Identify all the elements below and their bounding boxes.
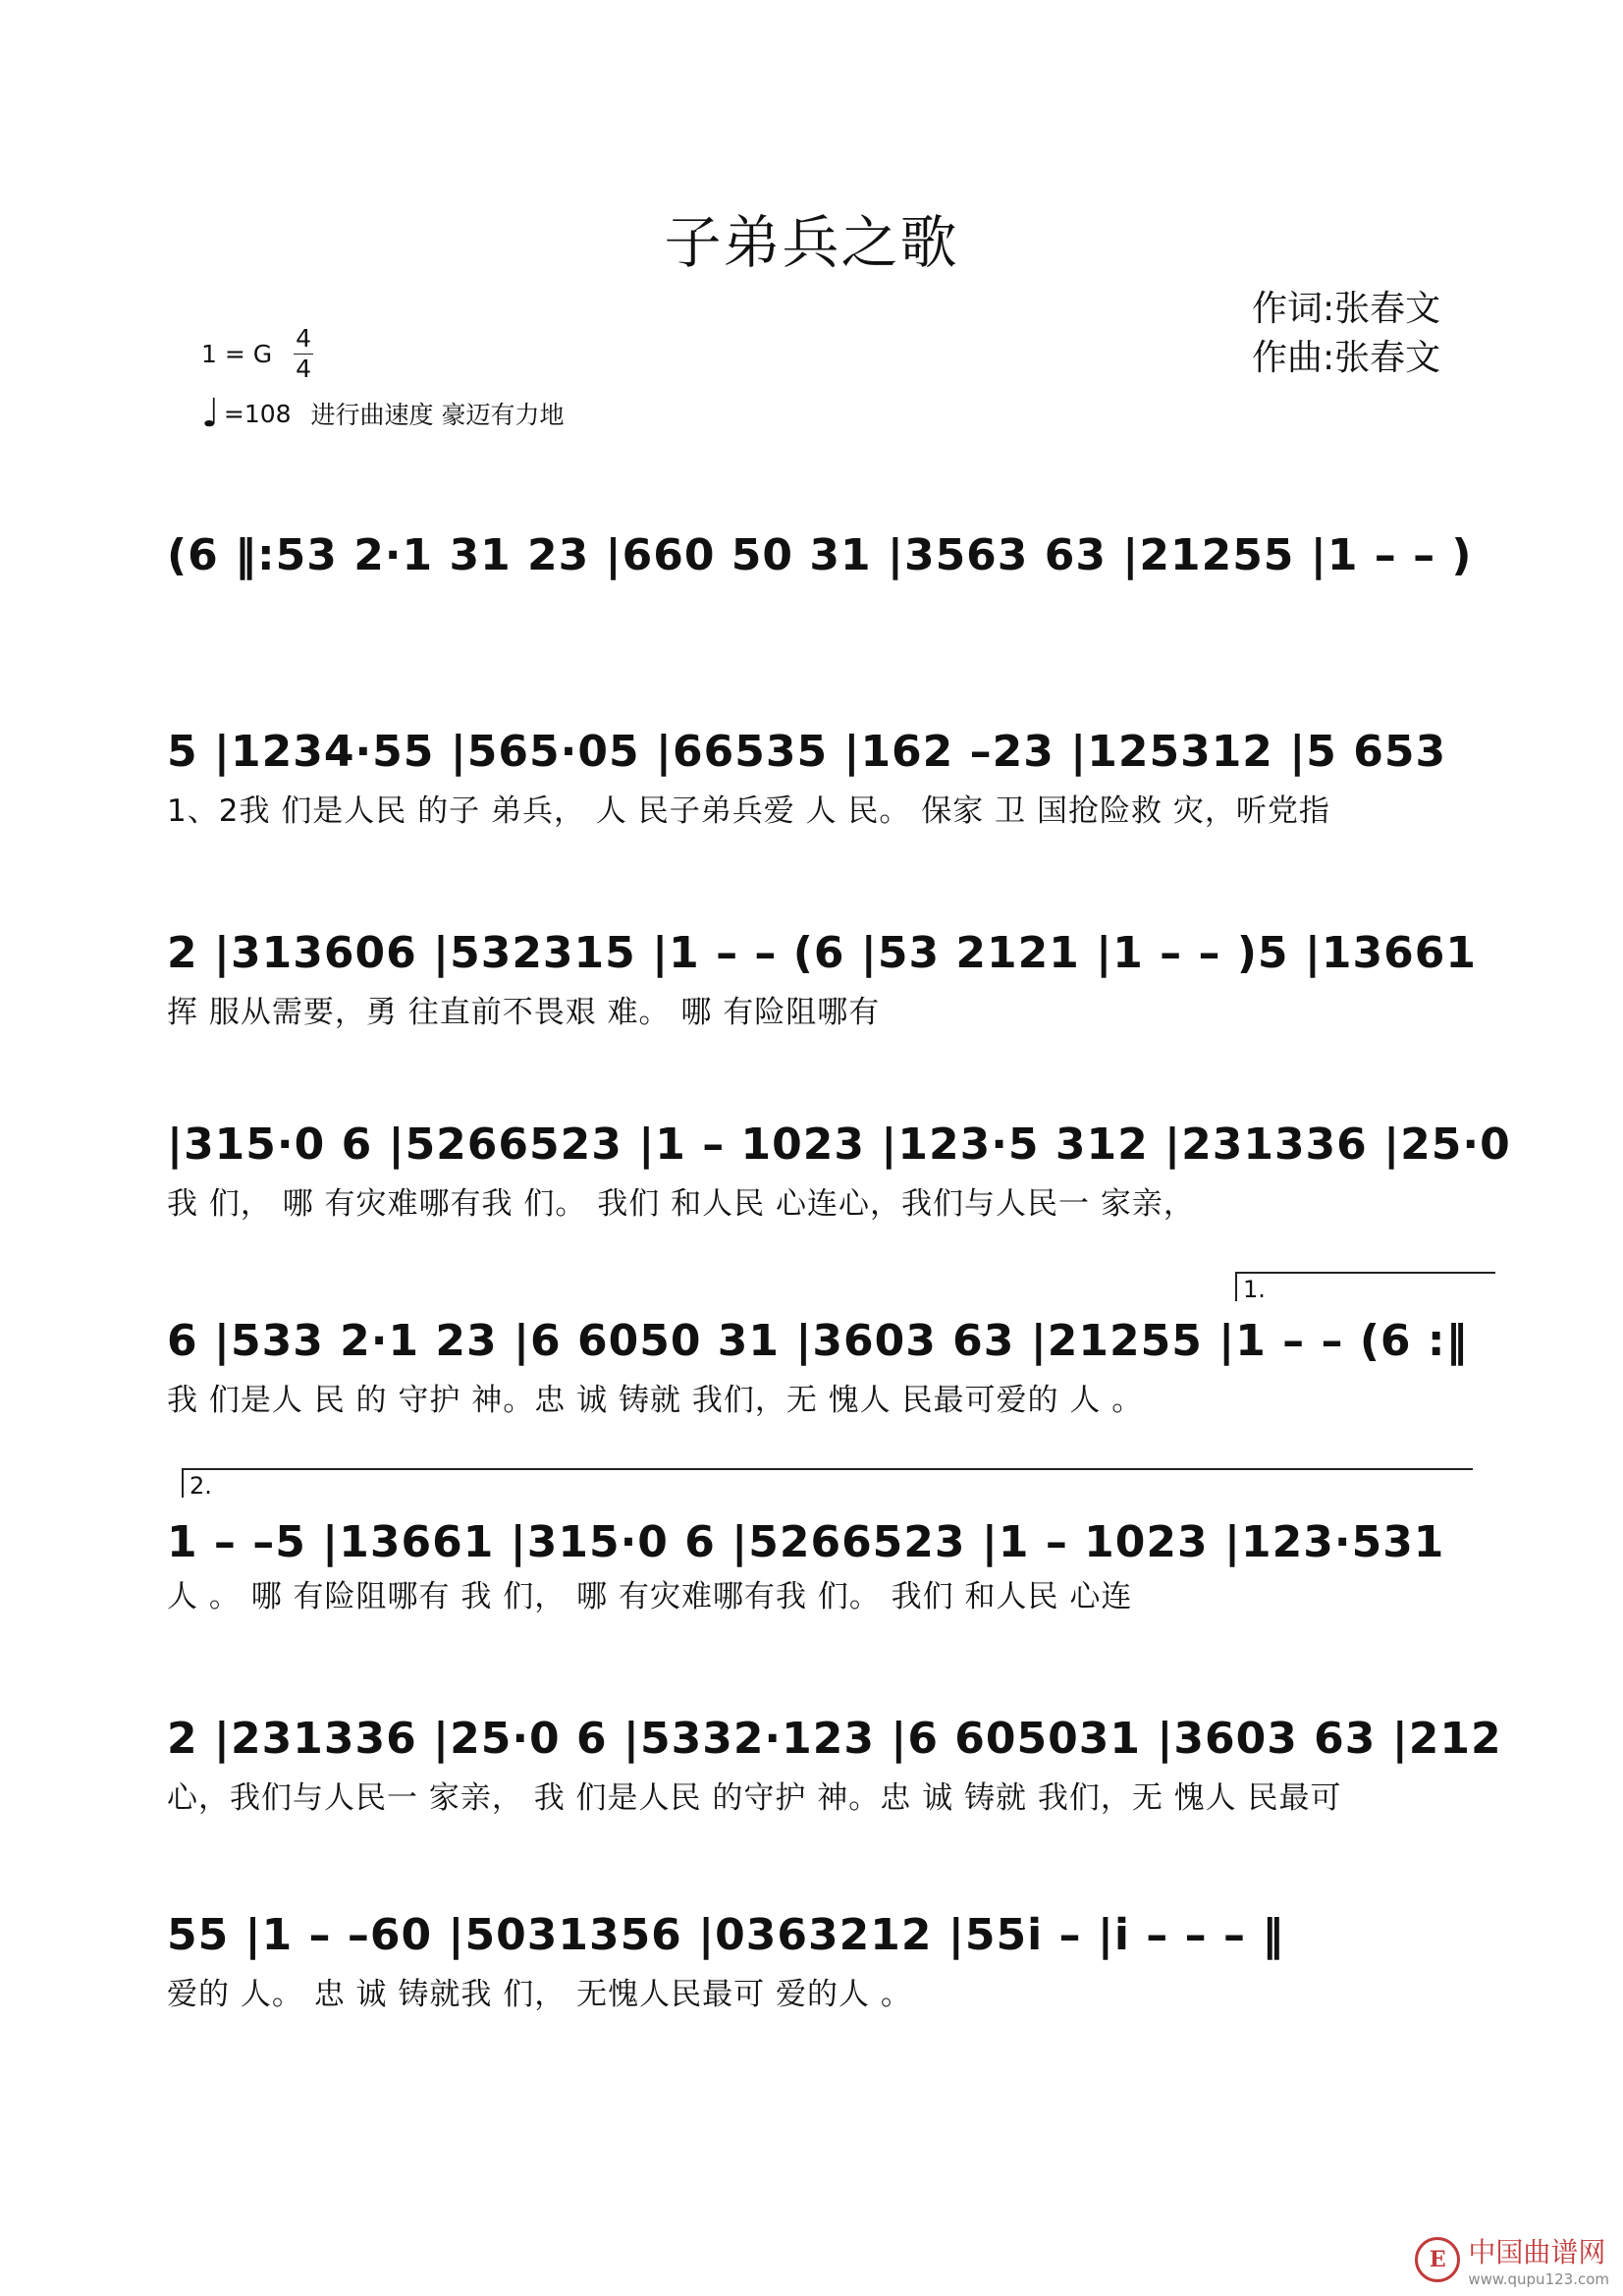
site-watermark bbox=[1415, 2231, 1609, 2288]
music-line-1: (6 ‖:53 2·1 31 23 |660 50 31 |3563 63 |21255 |1 – – ) bbox=[167, 530, 1473, 580]
lyric-line-8: 爱的 人。 忠 诚 铸就我 们， 无愧人民最可 爱的人 。 bbox=[167, 1977, 912, 2012]
music-line-4: |315·0 6 |5266523 |1 – 1023 |123·5 312 |231336 |25·0 bbox=[167, 1120, 1511, 1170]
music-line-7: 2 |231336 |25·0 6 |5332·123 |6 605031 |3603 63 |212 bbox=[167, 1714, 1502, 1764]
music-line-6: 1 – –5 |13661 |315·0 6 |5266523 |1 – 1023 |123·531 bbox=[167, 1517, 1445, 1567]
watermark-url: www.qupu123.com bbox=[1468, 2270, 1609, 2288]
time-signature-top: 4 bbox=[296, 324, 312, 353]
lyric-line-2: 1、2我 们是人民 的子 弟兵， 人 民子弟兵爱 人 民。 保家 卫 国抢险救 灾，听党指 bbox=[167, 793, 1330, 829]
time-signature bbox=[294, 324, 313, 384]
score-meta bbox=[201, 324, 565, 436]
credits bbox=[1252, 285, 1440, 383]
watermark-name: 中国曲谱网 bbox=[1468, 2236, 1606, 2269]
quarter-note-icon: ♩ bbox=[201, 390, 220, 436]
lyric-line-6: 人 。 哪 有险阻哪有 我 们， 哪 有灾难哪有我 们。 我们 和人民 心连 bbox=[167, 1579, 1133, 1614]
volta-bracket-2: 2. bbox=[182, 1468, 1473, 1498]
site-logo-icon: E bbox=[1415, 2237, 1460, 2282]
song-title: 子弟兵之歌 bbox=[664, 209, 959, 276]
key-and-time bbox=[201, 324, 565, 384]
lyric-line-7: 心，我们与人民一 家亲， 我 们是人民 的守护 神。忠 诚 铸就 我们，无 愧人 民最可 bbox=[167, 1780, 1342, 1816]
lyric-line-3: 挥 服从需要，勇 往直前不畏艰 难。 哪 有险阻哪有 bbox=[167, 995, 881, 1030]
tempo-text: 进行曲速度 豪迈有力地 bbox=[310, 401, 565, 429]
music-line-3: 2 |313606 |532315 |1 – – (6 |53 2121 |1 – – )5 |13661 bbox=[167, 928, 1478, 978]
tempo-value: =108 bbox=[223, 399, 292, 428]
tempo-row bbox=[201, 390, 565, 436]
composer: 作曲:张春文 bbox=[1252, 338, 1441, 378]
watermark-text bbox=[1468, 2231, 1609, 2288]
music-line-2: 5 |1234·55 |565·05 |66535 |162 –23 |125312 |5 653 bbox=[167, 727, 1447, 777]
time-signature-bottom: 4 bbox=[296, 355, 312, 383]
music-line-8: 55 |1 – –60 |5031356 |0363212 |55i̇ – |i̇ – – – ‖ bbox=[167, 1910, 1285, 1960]
lyric-line-4: 我 们， 哪 有灾难哪有我 们。 我们 和人民 心连心，我们与人民一 家亲， bbox=[167, 1186, 1195, 1222]
music-line-5: 6 |533 2·1 23 |6 6050 31 |3603 63 |21255 |1 – – (6 :‖ bbox=[167, 1316, 1469, 1366]
lyricist: 作词:张春文 bbox=[1252, 289, 1441, 329]
volta-bracket-1: 1. bbox=[1235, 1272, 1495, 1301]
key-signature: 1 = G bbox=[201, 340, 273, 368]
lyric-line-5: 我 们是人 民 的 守护 神。忠 诚 铸就 我们，无 愧人 民最可爱的 人 。 bbox=[167, 1383, 1144, 1418]
